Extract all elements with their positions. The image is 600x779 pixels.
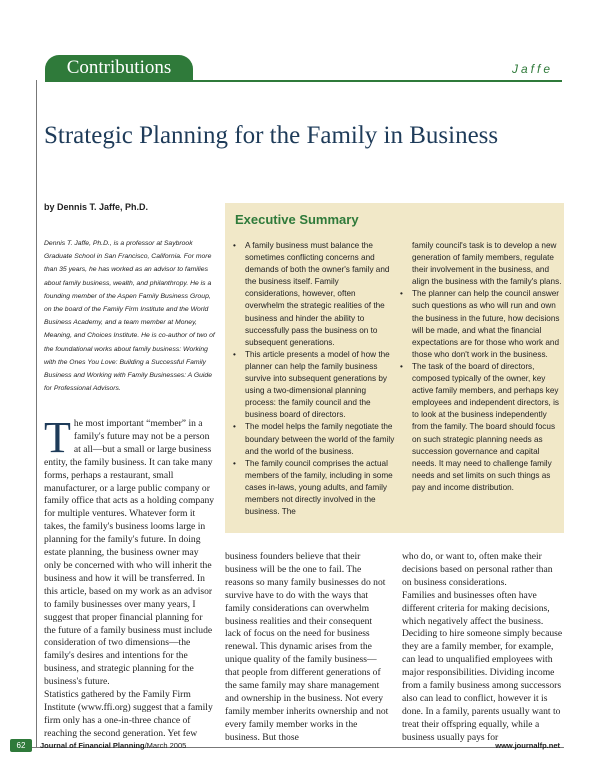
executive-summary-title: Executive Summary [235,212,359,227]
byline: by Dennis T. Jaffe, Ph.D. [44,202,149,212]
journal-title: Journal of Financial Planning [40,741,145,750]
left-rule [36,80,37,748]
journal-issue: /March 2005 [144,741,187,750]
drop-cap: T [44,413,71,462]
body-paragraph: business founders believe that their business will be the one to fail. The reasons so many family businesses do not survive have to do with the ways that family considerations can overwhelm business realities and their consequent lack of focus on the need for business renewal. This dynamic arises from the unique quality of the family business—that people from different generations of the same family may share management and ownership in the business. Not every family member inherits ownership and not every family member works in the business. But those [225,551,389,743]
summary-continuation: family council's task is to develop a new generation of family members, regulate their involvement in the business, and align the business with the family's plans. [412,241,562,287]
summary-bullet: • The task of the board of directors, composed typically of the owner, key active family members, and perhaps key employees and independent directors, is to look at the business independently from the family. The board should focus on such strategic planning needs as succession governance and capital needs. It may need to challenge family needs and set limits on such things as pay and income distribution. [398,361,563,494]
summary-bullet: • The model helps the family negotiate the boundary between the world of the family and the world of the business. [231,421,396,457]
body-column-1 [44,413,215,741]
body-paragraph: Statistics gathered by the Family Firm Institute (www.ffi.org) suggest that a family firm only has a one-in-three chance of reaching the second generation. Yet few [44,689,213,739]
article-title: Strategic Planning for the Family in Business [44,122,499,149]
page-number: 62 [10,739,32,752]
author-bio: Dennis T. Jaffe, Ph.D., is a professor at Saybrook Graduate School in San Francisco, California. For more than 35 years, he has worked as an advisor to families about family business, wealth, and philanthropy. He is a founding member of the Aspen Family Business Group, on the board of the Family Firm Institute and the World Business Academy, and a team member at Money, Meaning, and Choices Institute. He is co-author of two of the foundational works about family business: Working with the Ones You Love: Building a Successful Family Business and Working with Family Businesses: A Guide for Professional Advisors. [44,240,215,393]
running-author: Jaffe [511,62,553,76]
exec-col-1 [231,240,396,518]
summary-bullet: • A family business must balance the sometimes conflicting concerns and demands of both the owner's family and the business itself. Family considerations, however, often overwhelm the strategic realities of the business and hinder the ability to successfully pass the business on to subsequent generations. [231,240,396,349]
section-tab: Contributions [45,55,193,81]
summary-bullet: • The family council comprises the actual members of the family, including in some cases in-laws, young adults, and family members not directly involved in the business. The [231,458,396,518]
body-column-2 [225,551,390,745]
body-paragraph: Families and businesses often have different criteria for making decisions, which negatively affect the business. Deciding to hire someone simply because they are a family member, for example, can lead to unqualified employees with major responsibilities. Dividing income from a family business among successors also can lead to conflict, however it is done. In a family, parents usually want to treat their offspring equally, while a business usually pays for [402,589,563,743]
exec-col-2 [398,240,563,494]
body-paragraph: who do, or want to, often make their decisions based on personal rather than on business considerations. [402,551,553,588]
executive-summary-box [225,203,564,533]
header-rule [45,80,562,82]
journal-url: www.journalfp.net [495,741,560,750]
journal-name [40,741,186,750]
body-column-3 [402,551,564,745]
summary-bullet: • The planner can help the council answer such questions as who will run and own the business in the future, how decisions will be made, and what the financial expectations are for those who work and those who don't work in the business. [398,288,563,361]
body-paragraph: he most important “member” in a family's future may not be a person at all—but a small or large business entity, the family business. It can take many forms, perhaps a restaurant, small manufacturer, or a large public company or family office that acts as a holding company for multiple ventures. Whatever form it takes, the family's business looms large in planning for the family's future. In doing estate planning, the business owner may only be concerned with who will inherit the business and how it will be transferred. In this article, based on my work as an advisor to family businesses over many years, I suggest that proper financial planning for the future of a family business must include consideration of two dimensions—the family's desires and intentions for the business, and strategic planning for the business's future. [44,418,215,688]
summary-bullet: • This article presents a model of how the planner can help the family business survive into subsequent generations by using a two-dimensional planning process: the family council and the business board of directors. [231,349,396,422]
